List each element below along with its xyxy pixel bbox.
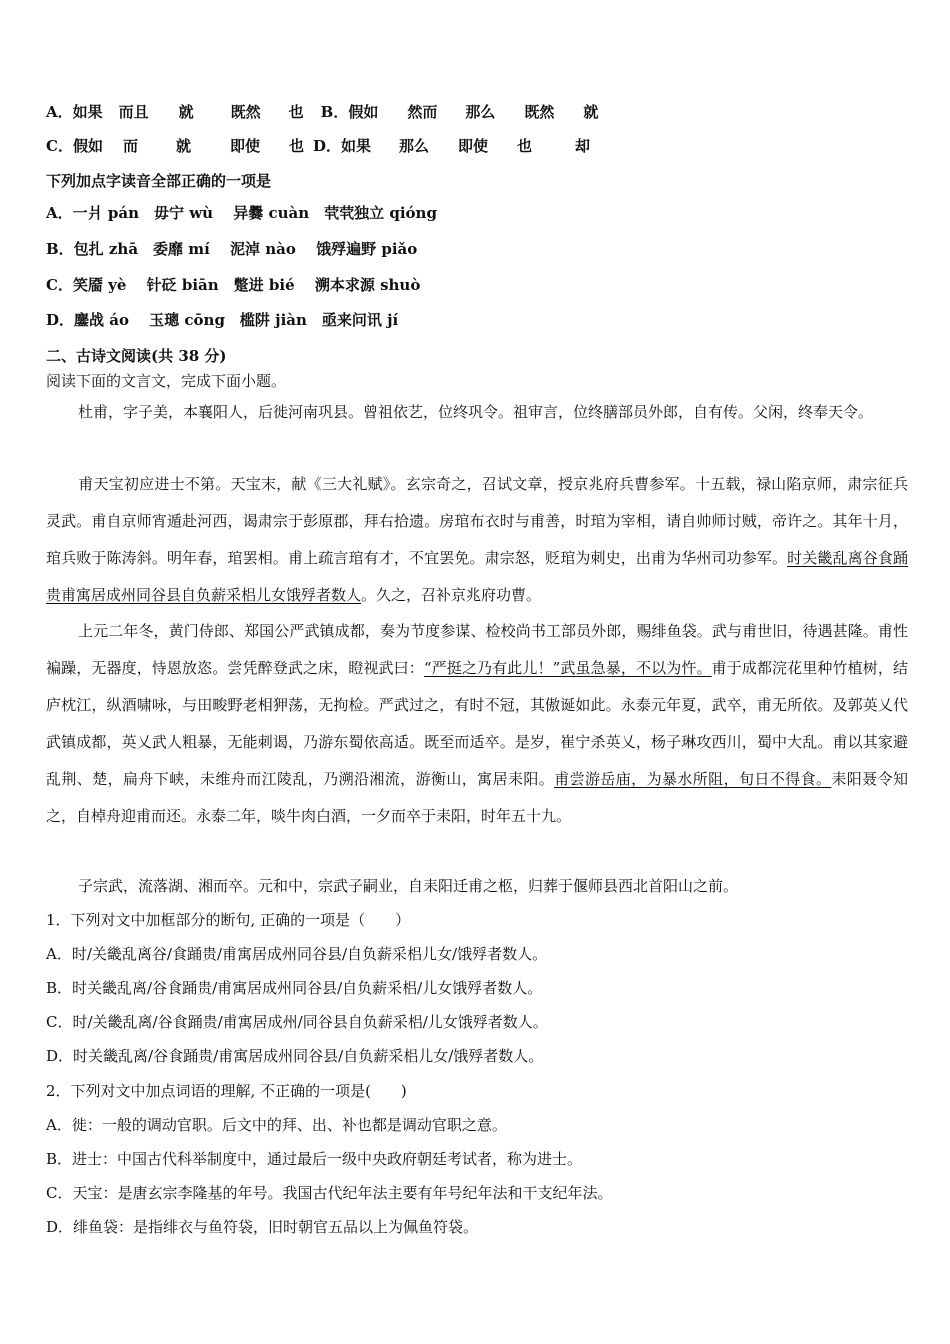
option-label: A． [46,103,73,121]
passage-text: 甫于成都浣花里种竹植树，结庐枕江，纵酒啸咏，与田畯野老相狎荡，无拘检。严武过之，有时不冠，其傲诞如此。永泰元年夏，武卒，甫无所依。及郭英乂代武镇成都，英乂武人粗暴，无能刺谒，乃游东蜀依高适。既至而适卒。是岁，崔宁杀英乂，杨子琳攻西川，蜀中大乱。甫以其家避乱荆、楚，扁舟下峡，未维舟而江陵乱，乃溯沿湘流，游衡山，寓居耒阳。 [46,659,908,788]
pinyin-option-a: A．一爿 pán 毋宁 wù 异爨 cuàn 茕茕独立 qióng [46,204,437,222]
section-title: 二、古诗文阅读(共 38 分) [46,347,227,365]
passage-paragraph-2 [46,466,908,614]
passage-text: 耒阳聂令知之，自棹舟迎甫而还。永泰二年，啖牛肉白酒，一夕而卒于耒阳，时年五十九。 [46,770,908,825]
passage-text: 子宗武，流落湖、湘而卒。元和中，宗武子嗣业，自耒阳迁甫之柩，归葬于偃师县西北首阳山之前。 [78,877,739,895]
passage-paragraph-3 [46,613,908,835]
option-label: B． [320,103,349,121]
option-word: 然而 [407,103,438,121]
option-word: 假如 [348,103,379,121]
option-word: 而 [122,137,138,155]
option-word: 就 [175,137,191,155]
option-word: 也 [516,137,532,155]
option-row-ab [46,101,598,123]
passage-text: 杜甫，字子美，本襄阳人，后徙河南巩县。曾祖依艺，位终巩令。祖审言，位终膳部员外郎，自有传。父闲，终奉天令。 [78,403,874,421]
question-1-option-b: B．时关畿乱离/谷食踊贵/甫寓居成州同谷县/自负薪采梠/儿女饿殍者数人。 [46,979,543,997]
option-word: 那么 [398,137,429,155]
option-word: 却 [574,137,590,155]
option-word: 假如 [72,137,103,155]
question-2-option-d: D．绯鱼袋：是指绯衣与鱼符袋，旧时朝官五品以上为佩鱼符袋。 [46,1218,479,1236]
question-2-option-c: C．天宝：是唐玄宗李隆基的年号。我国古代纪年法主要有年号纪年法和干支纪年法。 [46,1184,613,1202]
option-word: 那么 [465,103,496,121]
pinyin-option-b: B．包扎 zhā 委靡 mí 泥淖 nào 饿殍遍野 piǎo [46,240,418,258]
option-word: 而且 [118,103,149,121]
option-row-cd [46,135,590,157]
option-word: 如果 [340,137,371,155]
question-2-option-a: A．徙：一般的调动官职。后文中的拜、出、补也都是调动官职之意。 [46,1116,507,1134]
passage-text: 甫天宝初应进士不第。天宝末，献《三大礼赋》。玄宗奇之，召试文章，授京兆府兵曹参军。十五载，禄山陷京师，肃宗征兵灵武。甫自京师宵遁赴河西，谒肃宗于彭原郡，拜右拾遗。房琯布衣时与甫善，时琯为宰相，请自帅师讨贼，帝许之。其年十月，琯兵败于陈涛斜。明年春，琯罢相。甫上疏言琯有才，不宜罢免。肃宗怒，贬琯为刺史，出甫为华州司功参军。 [46,475,908,567]
option-word: 既然 [230,103,261,121]
question-2-option-b: B．进士：中国古代科举制度中，通过最后一级中央政府朝廷考试者，称为进士。 [46,1150,583,1168]
question-1-option-a: A．时/关畿乱离谷/食踊贵/甫寓居成州同谷县/自负薪采梠儿女/饿殍者数人。 [46,945,548,963]
option-word: 如果 [72,103,103,121]
question-2-stem: 2．下列对文中加点词语的理解, 不正确的一项是( ) [46,1082,407,1100]
option-word: 也 [288,137,304,155]
option-word: 即使 [457,137,488,155]
pinyin-option-c: C．笑靥 yè 针砭 biān 蹩进 bié 溯本求源 shuò [46,276,421,294]
pinyin-question-stem: 下列加点字读音全部正确的一项是 [46,172,272,190]
question-1-option-d: D．时关畿乱离/谷食踊贵/甫寓居成州同谷县/自负薪采梠儿女/饿殍者数人。 [46,1047,544,1065]
option-word: 即使 [229,137,260,155]
option-word: 也 [288,103,304,121]
passage-paragraph-4 [46,868,908,905]
underlined-sentence: 甫尝游岳庙，为暴水所阻，旬日不得食。 [554,770,832,788]
pinyin-option-d: D．鏖战 áo 玉璁 cōng 槛阱 jiàn 亟来问讯 jí [46,311,399,329]
option-word: 就 [178,103,194,121]
section-intro: 阅读下面的文言文，完成下面小题。 [46,372,287,390]
option-word: 就 [583,103,599,121]
passage-text: 上元二年冬，黄门侍郎、郑国公严武镇成都，奏为节度参谋、检校尚书工部员外郎，赐绯鱼袋。武与甫世旧，待遇甚隆。甫性褊躁，无器度，恃恩放恣。尝凭醉登武之床，瞪视武曰： [46,622,908,677]
question-1-stem: 1．下列对文中加框部分的断句, 正确的一项是（ ） [46,911,411,929]
passage-paragraph-1 [46,394,908,431]
boxed-sentence: 时关畿乱离谷食踊贵甫寓居成州同谷县自负薪采梠儿女饿殍者数人 [46,549,908,604]
option-word: 既然 [524,103,555,121]
option-label: D． [312,137,341,155]
option-label: C． [46,137,73,155]
question-1-option-c: C．时/关畿乱离/谷食踊贵/甫寓居成州/同谷县自负薪采梠/儿女饿殍者数人。 [46,1013,548,1031]
passage-text: 。久之，召补京兆府功曹。 [361,586,542,604]
underlined-sentence: “严挺之乃有此儿！”武虽急暴，不以为忤。 [423,659,712,677]
